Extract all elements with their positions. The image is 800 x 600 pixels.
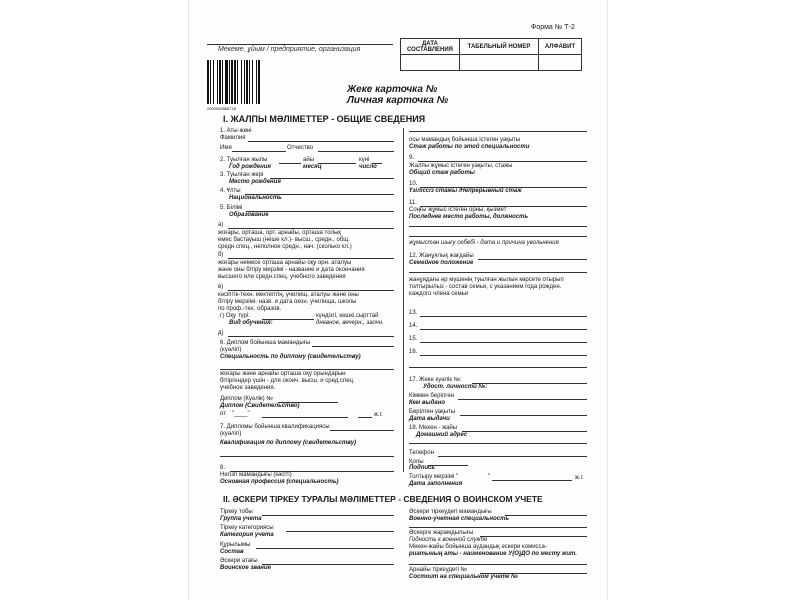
surname-line[interactable] [248,141,394,142]
f9-line[interactable] [418,161,587,162]
diploma-from: от [220,411,226,417]
mil-category-line[interactable] [286,531,394,532]
f3-label-ru: Место рождения [229,179,281,185]
issued-label-kz: Кіммен берілген [409,393,454,399]
f7-line[interactable] [330,430,394,431]
name-label: Имя [220,145,232,151]
f11-label-kz: Соңғы жұмыс істеген орны, қызмет [409,207,507,213]
f2-label-ru: Год рождения [229,164,271,170]
name-line[interactable] [232,151,286,152]
tabel-cell[interactable] [460,55,539,71]
mil-fit-ru: Годность к военной службе [409,537,488,543]
v-line[interactable] [228,290,394,291]
mil-staff-ru: Состав [220,549,244,555]
f18-label-kz: 18. Мекен - жайы [409,425,458,431]
diploma-label-kz: Диплом (Куәлік) № [220,396,273,402]
row15-number: 15. [409,336,418,342]
barcode-icon [206,60,266,106]
f5-label-ru: Образование [229,212,269,218]
dismissal-label: жұмыстан шығу себебі - дата и причина увольнения [409,240,559,246]
filled-year: ж.г. [575,475,584,481]
b-line[interactable] [228,258,394,259]
b-label: б) [218,252,224,258]
b-text1: жоғары немесе орташа арнайы оқу орн. аталуы [218,260,352,266]
alphabet-header: АЛФАВИТ [539,39,582,55]
mil-spec-line[interactable] [505,515,587,516]
row17-pre-line[interactable] [409,367,587,368]
issued-line[interactable] [458,399,587,400]
study-type-ru: Вид обучения: [229,320,273,326]
f6-text2: бітіргендер үшін - для оконч. высш. и сред.спец. [220,378,355,384]
organization-line [207,44,393,45]
mil-spec-kz: Әскери тіркеудегі мамандығы [409,509,492,515]
f7-label-ru: Квалификация по диплому (свидетельству) [220,440,357,446]
f8-label-ru: Основная профессия (специальность) [220,479,339,485]
f12-label-ru: Семейное положение [409,260,474,266]
d-line[interactable] [228,336,394,337]
f6-text3: учебное заведения. [220,385,276,391]
date-cell[interactable] [401,55,460,71]
f7-label-kz2: (куәлігі) [220,431,242,437]
mil-spec-line2[interactable] [409,527,587,528]
mil-staff-line[interactable] [256,548,394,549]
f11-number: 11. [409,200,417,206]
mil-category-ru: Категория учета [220,532,274,538]
row16-line[interactable] [420,355,587,356]
row13-number: 13. [409,310,418,316]
f4-label-kz: 4. Ұлты [220,188,241,194]
diploma-date-line[interactable] [262,417,348,418]
f18-label-ru: Домашний адрес [416,432,468,438]
phone-line[interactable] [438,456,587,457]
mil-rank-kz: Әскери атағы [220,558,258,564]
issued-label-ru: Кем выдано [409,400,445,406]
v-label: в) [218,284,224,290]
a-text3: средн.спец., неполное средн., нач. (сколько кл.) [218,244,352,250]
f17-label-kz: 17. Жеке куәлік №: [409,377,462,383]
mil-office-line[interactable] [409,564,587,565]
mil-rank-ru: Воинское звание [220,565,271,571]
a-line[interactable] [228,228,394,229]
f9-label-ru: Общий стаж работы [409,170,475,176]
a-label: а) [218,222,224,228]
f10-number: 10. [409,181,418,187]
f6-text1: жоғары және арнайы орташа оқу орындарын [220,371,346,377]
family-note2: толтырылыз - состав семьи, с указанием года рожден. [409,284,562,290]
f11-line3[interactable] [409,236,587,237]
section1-title: I. ЖАЛПЫ МӘЛІМЕТТЕР - ОБЩИЕ СВЕДЕНИЯ [223,114,426,124]
row13-line[interactable] [420,316,587,317]
date-header: ДАТА СОСТАВЛЕНИЯ [401,39,460,55]
day-label-ru: число [359,164,377,170]
f8-label-kz: Негізгі мамандығы (кәсіті) [220,472,292,478]
day-label-kz: күні [359,157,370,163]
sign-label-ru: Подпись [409,465,435,471]
mil-special-kz: Арнайы тіркеудегі № [409,567,467,573]
mil-group-line[interactable] [262,515,394,516]
filled-label-ru: Дата заполнения [409,481,463,487]
filled-label-kz: Толтыру мерзімі " [409,474,458,480]
f10-label: Үзіліссіз стажы /Непрерывный стаж [409,188,522,194]
f5-label-kz: 5. Білімі [220,205,243,211]
mil-special-ru: Состоит на специальном учете № [409,574,518,580]
f3-label-kz: 3. Туылған жері [220,172,264,178]
year-line[interactable] [279,163,301,164]
patronymic-line[interactable] [318,151,394,152]
alphabet-cell[interactable] [539,55,582,71]
filled-quote: " [488,474,491,480]
mil-office-ru: риатының аты - наименование У(О)ДО по месту жит. [409,551,577,557]
row14-number: 14. [409,323,418,329]
patronymic-label: Отчество [287,145,314,151]
issue-date-label-ru: Дата выдачи [409,416,450,422]
barcode-number: 2000000866718 [207,106,236,111]
b-text3: высшего или средн.спец. учебного заведения [218,274,346,280]
address-line2[interactable] [409,443,587,444]
mil-office-kz: Мекен-жайы бойынша аудандық әскери комисса- [409,544,547,550]
section2-title: II. ӘСКЕРИ ТІРКЕУ ТУРАЛЫ МӘЛІМЕТТЕР - СВЕДЕНИЯ О ВОИНСКОМ УЧЕТЕ [223,494,543,504]
family-note1: жанұядағы әр мүшенің туылған жылын көрсете отырып [409,277,564,283]
mil-staff-kz: Құрылымы [220,542,251,548]
month-label-kz: айы [303,157,315,163]
diploma-year-line[interactable] [358,417,372,418]
mil-group-kz: Тіркеу тобы [220,509,253,515]
mil-fit-line[interactable] [480,536,587,537]
f7-line2[interactable] [220,456,394,457]
sign-label-kz: Қолы [409,459,424,465]
form-number: Форма № Т-2 [531,24,575,31]
b-text2: және оны бітіру мерзімі - название и дата окончания [218,267,365,273]
f2-label-kz: 2. Туылған жылы [220,157,268,163]
title-kz: Жеке карточка № [347,84,438,95]
filled-line[interactable] [492,480,572,481]
f17-label-ru: Удост. личности №: [423,384,488,390]
title-ru: Личная карточка № [347,95,449,106]
row15-line[interactable] [420,342,587,343]
d-label: д) [218,330,224,336]
f11-label-ru: Последнее место работы, должность [409,214,529,220]
phone-label: Телефон [409,450,434,456]
header-table [400,38,582,71]
mil-rank-line[interactable] [262,564,394,565]
diploma-quote: "____" [232,411,250,417]
f12-line2[interactable] [409,272,587,273]
f12-line[interactable] [478,259,587,260]
f6-label-kz: 6. Диплом бойынша мамандығы [220,340,311,346]
organization-label: Мекеме, ұйым / предприятие, организация [218,46,361,53]
month-label-ru: месяц [303,164,322,170]
column-divider [403,128,404,472]
diploma-label-ru: Диплом (Свидетельство) [220,403,300,409]
f6-line2[interactable] [220,369,394,370]
row16-number: 16. [409,349,418,355]
row14-line[interactable] [420,329,587,330]
f4-label-ru: Национальность [229,195,282,201]
f11-line2[interactable] [409,226,587,227]
mil-spec-ru: Военно-учетная специальность [409,516,510,522]
f8-number: 8. [220,465,226,471]
f7-label-kz: 7. Дипломы бойынша квалификациясы [220,424,330,430]
diploma-year: ж.г. [374,412,383,418]
f6-label-ru: Специальность по диплому (свидетельству) [220,354,361,360]
study-type-options-kz: күндізгі, кешкі,сырттай [316,313,379,319]
f1-label-kz: 1. Аты-жөні [220,128,252,134]
issue-date-label-kz: Берілген уақыты [409,409,456,415]
family-note3: каждого члена семьи [409,291,469,297]
r-top-ru: Стаж работы по этой специальности [409,144,530,150]
mil-category-kz: Тіркеу категориясы [220,525,274,531]
birthplace-line[interactable] [270,178,394,179]
tabel-header: ТАБЕЛЬНЫЙ НОМЕР [460,39,539,55]
issue-date-line[interactable] [460,415,587,416]
study-type-kz: г) Оқу түрі: [220,313,250,319]
r-top-kz: осы мамандық бойынша істеген уақыты [409,137,521,143]
study-type-options-ru: дневное, вечерн., заочн. [316,320,384,326]
f6-label-kz2: (куәлігі) [220,347,242,353]
f9-label-kz: Жалпы жұмыс істеген уақыты, стажы [409,163,513,169]
r-top-line[interactable] [409,131,587,132]
a-text2: емес бастауыш (неше кл.)- высш., средн., общ. [218,237,350,243]
v-text3: по проф.-тех. образов. [218,306,282,312]
f17-line[interactable] [472,383,587,384]
month-line[interactable] [318,163,356,164]
address-line[interactable] [462,431,587,432]
mil-group-ru: Группа учета [220,516,262,522]
v-text1: кәсіптік-техн. мектептің, училищ. аталуы және оны [218,292,359,298]
f6-line[interactable] [312,346,394,347]
f9-number: 9. [409,155,415,161]
f1-label-ru: Фамилия [220,135,246,141]
v-text2: бітіру мерзімі- назв. и дата окон. училища, школы [218,299,357,305]
f12-label-kz: 12. Жанұялық жағдайы [409,253,474,259]
mil-fit-kz: Әскерге жарамдылығы [409,530,474,536]
a-text1: жоғары, орташа, орт. арнайы, орташа толық [218,230,341,236]
